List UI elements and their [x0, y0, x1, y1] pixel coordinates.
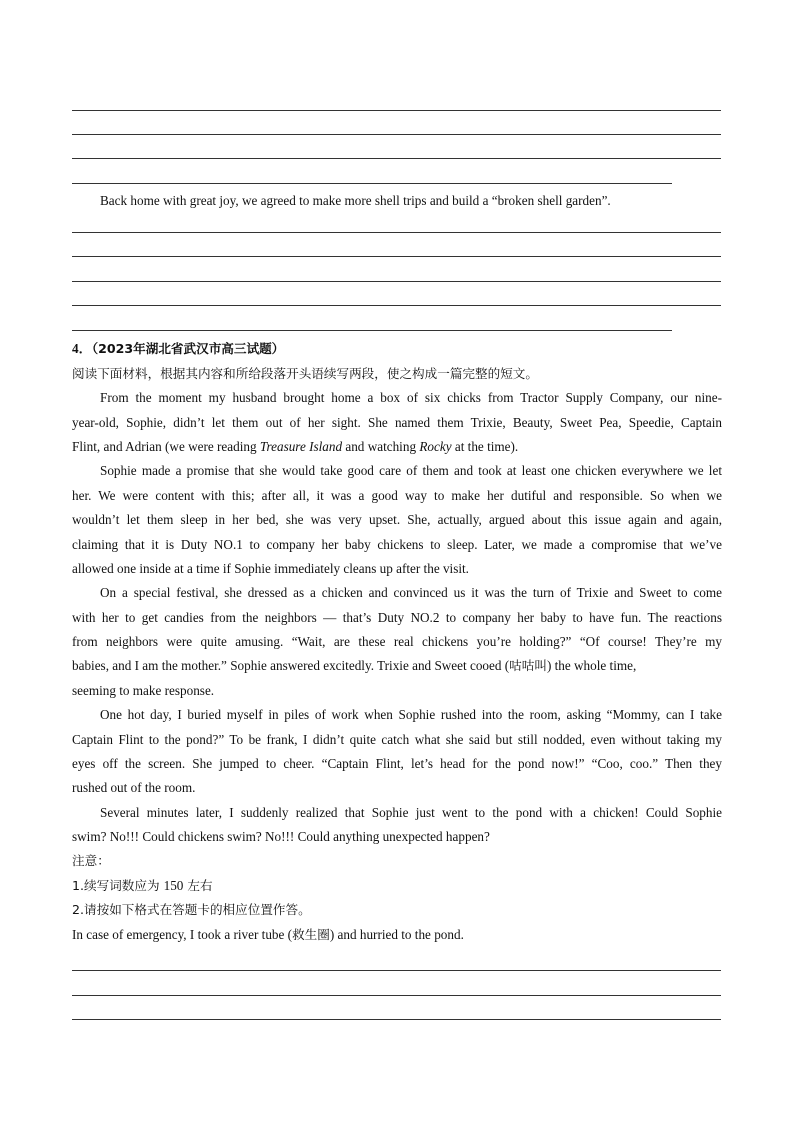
answer-line	[72, 305, 721, 306]
paragraph-4-line: One hot day, I buried myself in piles of work when Sophie rushed into the room, asking “Mommy, can I take	[100, 707, 722, 722]
answer-line	[72, 970, 721, 971]
paragraph-4-line: eyes off the screen. She jumped to cheer. “Captain Flint, let’s head for the pond now!” “Coo, coo.” Then they	[72, 756, 722, 771]
answer-line	[72, 330, 672, 331]
answer-line	[72, 183, 672, 184]
paragraph-3-line: seeming to make response.	[72, 683, 215, 698]
paragraph-2-line: her. We were content with this; after all, it was a good way to make her dutiful and responsible. So when we	[72, 488, 722, 503]
answer-line	[72, 134, 721, 135]
paragraph-2-line: claiming that it is Duty NO.1 to company her baby chickens to sleep. Later, we made a compromise that we’ve	[72, 537, 722, 552]
note-item-2: 2.请按如下格式在答题卡的相应位置作答。	[72, 902, 311, 917]
chinese-gloss: 救生圈	[292, 927, 330, 942]
answer-line	[72, 995, 721, 996]
continuation-prompt: In case of emergency, I took a river tube (救生圈) and hurried to the pond.	[72, 927, 464, 942]
paragraph-3-line: On a special festival, she dressed as a chicken and convinced us it was the turn of Trixie and Sweet to come	[100, 585, 722, 600]
note-item-1: 1.续写词数应为 150 左右	[72, 878, 213, 893]
book-title: Treasure Island	[259, 439, 343, 454]
answer-line	[72, 256, 721, 257]
paragraph-5-line: swim? No!!! Could chickens swim? No!!! Could anything unexpected happen?	[72, 829, 490, 844]
paragraph-2-line: allowed one inside at a time if Sophie immediately cleans up after the visit.	[72, 561, 469, 576]
answer-line	[72, 232, 721, 233]
paragraph-5-line: Several minutes later, I suddenly realized that Sophie just went to the pond with a chicken! Could Sophie	[100, 805, 722, 820]
paragraph-3-line: babies, and I am the mother.” Sophie answered excitedly. Trixie and Sweet cooed (咕咕叫) the whole time,	[72, 658, 637, 673]
answer-line	[72, 281, 721, 282]
paragraph-1-line: From the moment my husband brought home a box of six chicks from Tractor Supply Company, our nine-	[100, 390, 722, 405]
question-source: （2023年湖北省武汉市高三试题）	[91, 341, 285, 356]
paragraph-4-line: rushed out of the room.	[72, 780, 196, 795]
chinese-gloss: 咕咕叫	[509, 658, 547, 673]
paragraph-3-line: with her to get candies from the neighbors — that’s Duty NO.2 to company her baby to have fun. The reactions	[72, 610, 722, 625]
paragraph-1-line: Flint, and Adrian (we were reading Treasure Island and watching Rocky at the time).	[72, 439, 519, 454]
movie-title: Rocky	[419, 439, 452, 454]
note-title: 注意：	[72, 853, 110, 868]
paragraph-2-line: Sophie made a promise that she would take good care of them and took at least one chicken everywhere we let	[100, 463, 722, 478]
paragraph-3-line: from neighbors were quite amusing. “Wait, are these real chickens you’re holding?” “Of course! They’re my	[72, 634, 722, 649]
question-number: 4．	[72, 341, 92, 356]
question-heading	[72, 341, 722, 357]
paragraph-4-line: Captain Flint to the pond?” To be frank, I didn’t quite catch what she said but still nodded, even without taking my	[72, 732, 722, 747]
continuation-prompt: Back home with great joy, we agreed to make more shell trips and build a “broken shell garden”.	[100, 193, 611, 208]
paragraph-1-line: year-old, Sophie, didn’t let them out of her sight. She named them Trixie, Beauty, Sweet Pea, Speedie, Captain	[72, 415, 722, 430]
paragraph-2-line: wouldn’t let them sleep in her bed, she was very upset. She, actually, argued about this issue again and again,	[72, 512, 722, 527]
question-instruction: 阅读下面材料，根据其内容和所给段落开头语续写两段，使之构成一篇完整的短文。	[72, 366, 538, 381]
answer-line	[72, 1019, 721, 1020]
answer-line	[72, 158, 721, 159]
answer-line	[72, 110, 721, 111]
